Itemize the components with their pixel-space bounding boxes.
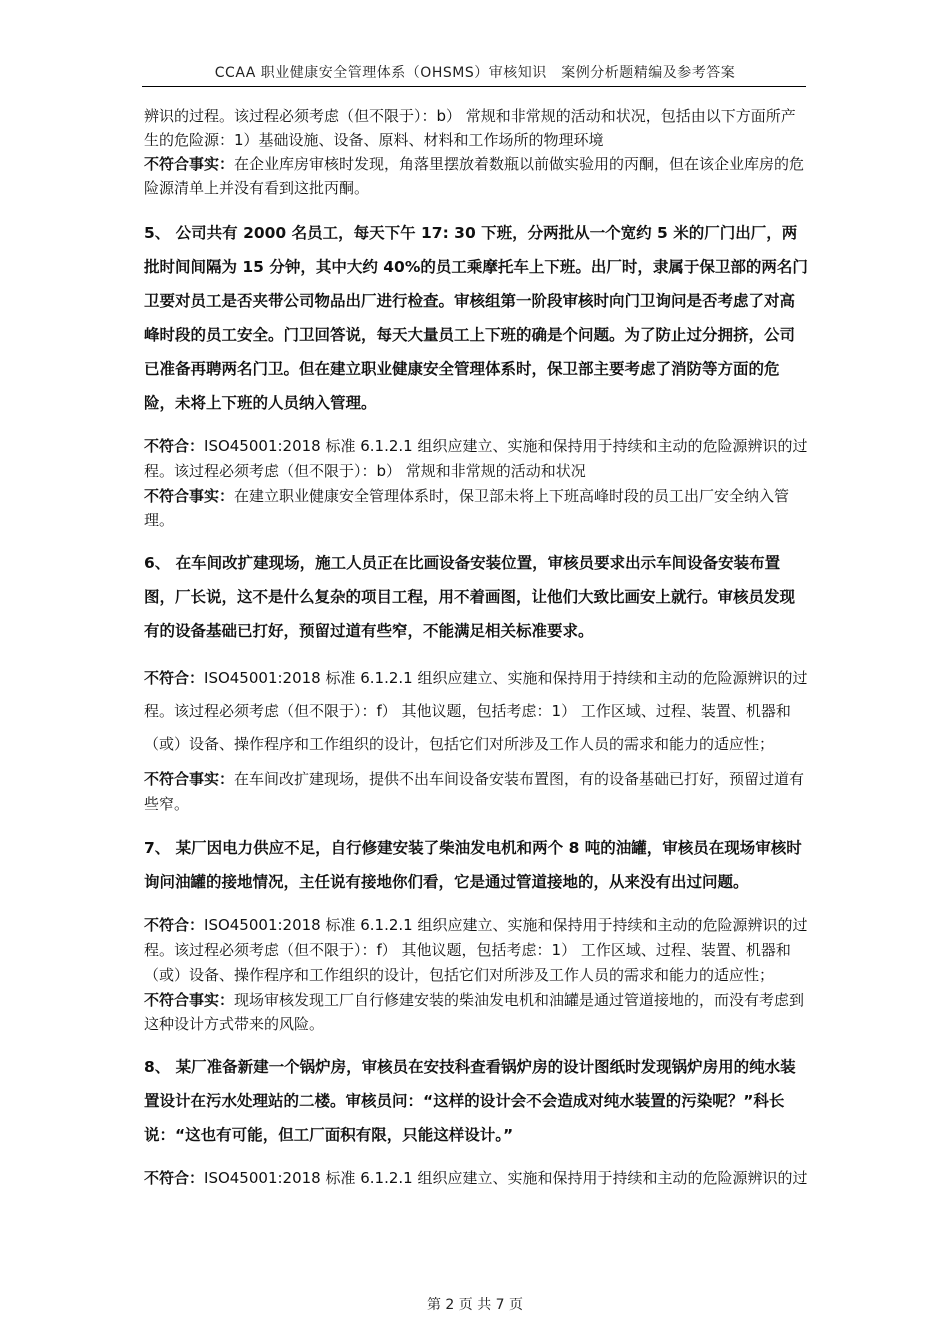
nc-text: ISO45001:2018 标准 6.1.2.1 组织应建立、实施和保持用于持续和主动的危险源辨识的过程。该过程必须考虑（但不限于）：f） 其他议题，包括考虑：1） 工作区域、过程、装置、机器和（或）设备、操作程序和工作组织的设计，包括它们对所涉及工作人员的需求和能力的适应性；	[144, 916, 808, 984]
fact-text: 在企业库房审核时发现，角落里摆放着数瓶以前做实验用的丙酮，但在该企业库房的危险源清单上并没有看到这批丙酮。	[144, 155, 805, 197]
fact-label: 不符合事实：	[144, 991, 235, 1009]
case-6-nonconformity	[144, 662, 808, 761]
case-6-fact	[144, 767, 808, 817]
fact-text: 现场审核发现工厂自行修建安装的柴油发电机和油罐是通过管道接地的，而没有考虑到这种设计方式带来的风险。	[144, 991, 805, 1033]
case-8-nonconformity	[144, 1166, 808, 1191]
nc-label: 不符合：	[144, 1169, 205, 1187]
intro-fact	[144, 152, 808, 200]
nc-text: ISO45001:2018 标准 6.1.2.1 组织应建立、实施和保持用于持续和主动的危险源辨识的过	[204, 1169, 808, 1187]
case-5-question: 5、 公司共有 2000 名员工，每天下午 17: 30 下班，分两批从一个宽约 5 米的厂门出厂，两批时间间隔为 15 分钟，其中大约 40%的员工乘摩托车上下班。出厂时，隶属于保卫部的两名门卫要对员工是否夹带公司物品出厂进行检查。审核组第一阶段审核时向门卫询问是否考虑了对高峰时段的员工安全。门卫回答说，每天大量员工上下班的确是个问题。为了防止过分拥挤，公司已准备再聘两名门卫。但在建立职业健康安全管理体系时，保卫部主要考虑了消防等方面的危险，未将上下班的人员纳入管理。	[144, 224, 808, 412]
page-number: 第 2 页 共 7 页	[426, 1297, 524, 1313]
fact-label: 不符合事实：	[144, 487, 235, 505]
nc-label: 不符合：	[144, 437, 205, 455]
case-8-question: 8、 某厂准备新建一个锅炉房，审核员在安技科查看锅炉房的设计图纸时发现锅炉房用的纯水装置设计在污水处理站的二楼。审核员问：“这样的设计会不会造成对纯水装置的污染呢？”科长说：“这也有可能，但工厂面积有限，只能这样设计。”	[144, 1058, 796, 1144]
header-divider	[142, 86, 806, 87]
nc-text: ISO45001:2018 标准 6.1.2.1 组织应建立、实施和保持用于持续和主动的危险源辨识的过程。该过程必须考虑（但不限于）：b） 常规和非常规的活动和状况	[144, 437, 808, 480]
case-7-nonconformity	[144, 913, 808, 988]
page-header: CCAA 职业健康安全管理体系（OHSMS）审核知识 案例分析题精编及参考答案	[214, 65, 736, 81]
fact-label: 不符合事实：	[144, 155, 235, 173]
fact-text: 在车间改扩建现场，提供不出车间设备安装布置图，有的设备基础已打好，预留过道有些窄。	[144, 770, 805, 813]
nc-label: 不符合：	[144, 916, 205, 934]
case-7-fact	[144, 988, 808, 1036]
case-7-question: 7、 某厂因电力供应不足，自行修建安装了柴油发电机和两个 8 吨的油罐，审核员在现场审核时询问油罐的接地情况，主任说有接地你们看，它是通过管道接地的，从来没有出过问题。	[144, 839, 802, 891]
nc-text: ISO45001:2018 标准 6.1.2.1 组织应建立、实施和保持用于持续和主动的危险源辨识的过程。该过程必须考虑（但不限于）：f） 其他议题，包括考虑：1） 工作区域、过程、装置、机器和（或）设备、操作程序和工作组织的设计，包括它们对所涉及工作人员的需求和能力的适应性；	[144, 669, 808, 753]
nc-label: 不符合：	[144, 669, 205, 687]
case-5-nonconformity	[144, 434, 808, 484]
case-6-question: 6、 在车间改扩建现场，施工人员正在比画设备安装位置，审核员要求出示车间设备安装布置图，厂长说，这不是什么复杂的项目工程，用不着画图，让他们大致比画安上就行。审核员发现有的设备基础已打好，预留过道有些窄，不能满足相关标准要求。	[144, 554, 796, 640]
intro-clause: 辨识的过程。该过程必须考虑（但不限于）：b） 常规和非常规的活动和状况，包括由以下方面所产生的危险源：1）基础设施、设备、原料、材料和工作场所的物理环境	[144, 107, 796, 149]
fact-label: 不符合事实：	[144, 770, 235, 788]
document-body	[144, 104, 808, 1191]
fact-text: 在建立职业健康安全管理体系时，保卫部未将上下班高峰时段的员工出厂安全纳入管理。	[144, 487, 790, 529]
case-5-fact	[144, 484, 808, 532]
